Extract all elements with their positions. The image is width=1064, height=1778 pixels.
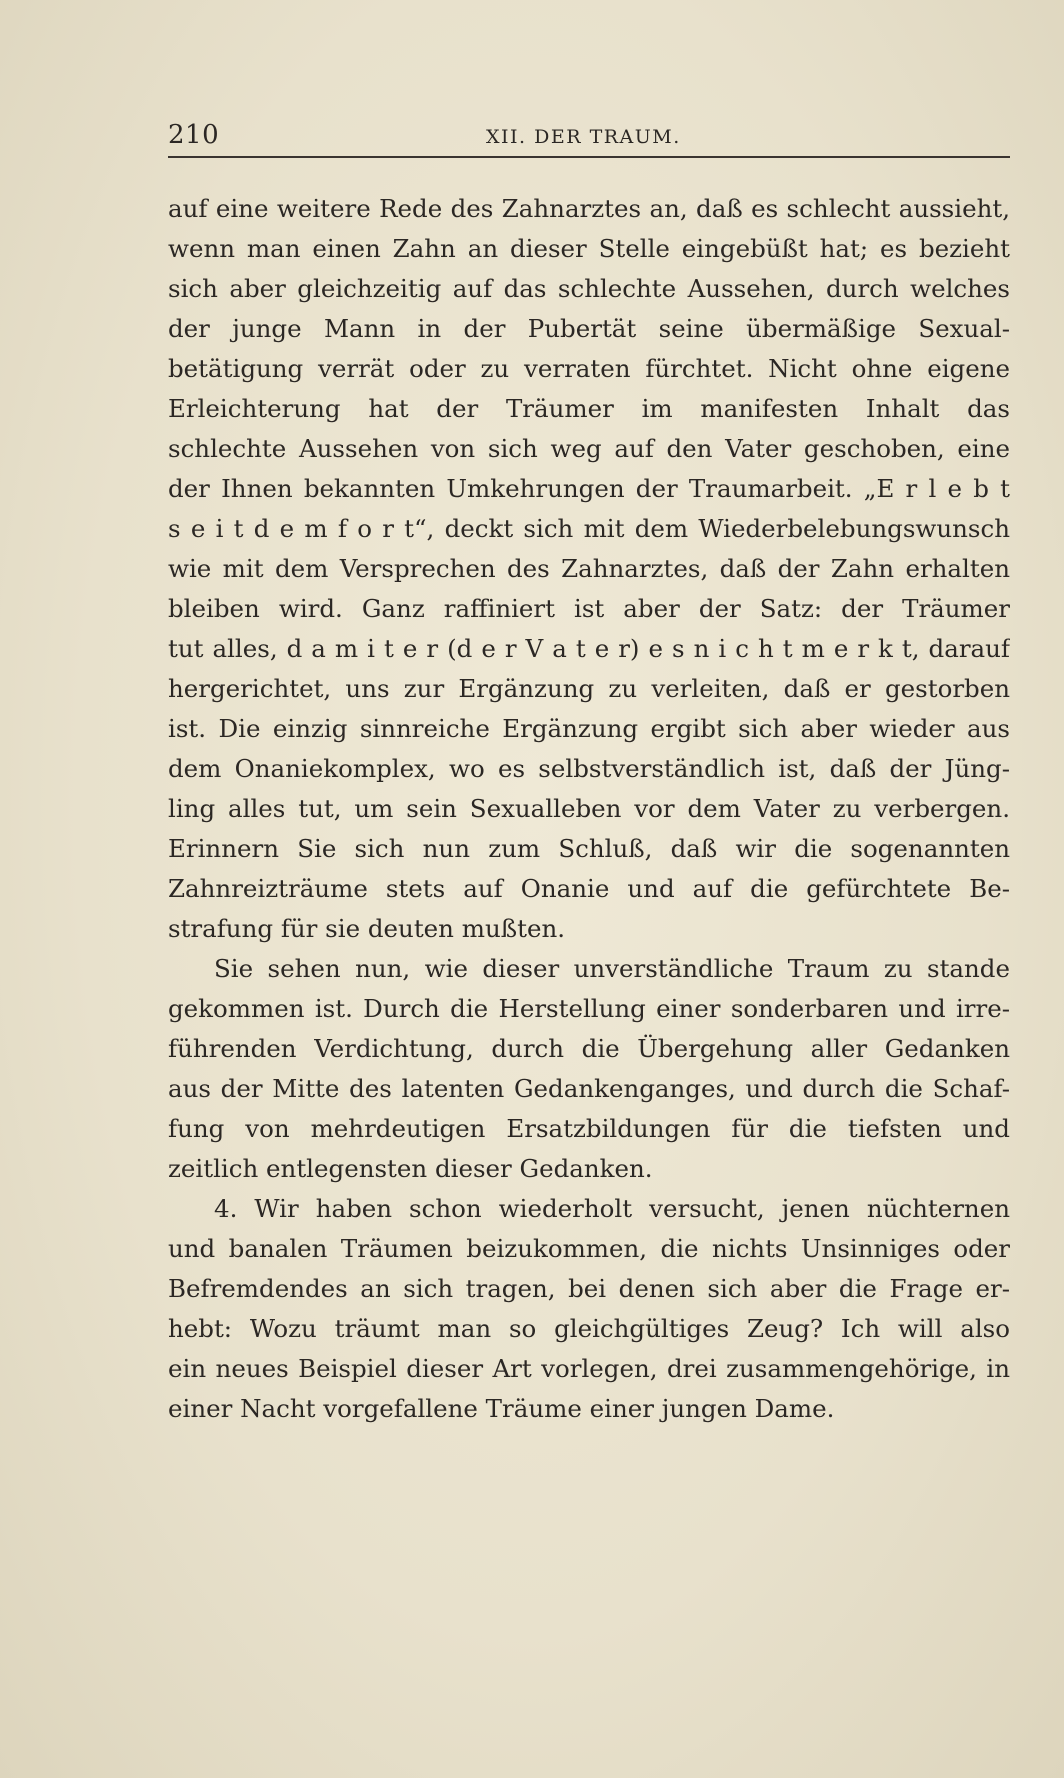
text-line: bleiben wird. Ganz raffiniert ist aber der Satz: der Träumer [168, 594, 1010, 623]
text-line: sich aber gleichzeitig auf das schlechte Aussehen, durch welches [168, 274, 1010, 303]
running-title: XII. DER TRAUM. [486, 126, 681, 148]
text-line: Erinnern Sie sich nun zum Schluß, daß wir die sogenannten [168, 834, 1010, 863]
text-line: zeitlich entlegensten dieser Gedanken. [168, 1154, 653, 1183]
page-header [168, 118, 1010, 158]
text-line: Zahnreizträume stets auf Onanie und auf die gefürchtete Be- [168, 874, 1010, 903]
header-rule [168, 156, 1010, 158]
text-line: führenden Verdichtung, durch die Übergehung aller Gedanken [168, 1034, 1010, 1063]
text-line: der junge Mann in der Pubertät seine übermäßige Sexual- [168, 314, 1010, 343]
text-line: s e i t d e m f o r t“, deckt sich mit dem Wiederbelebungswunsch [168, 514, 1010, 543]
text-line: fung von mehrdeutigen Ersatzbildungen für die tiefsten und [168, 1114, 1010, 1143]
text-line: wie mit dem Versprechen des Zahnarztes, daß der Zahn erhalten [168, 554, 1010, 583]
text-line: der Ihnen bekannten Umkehrungen der Traumarbeit. „E r l e b t [168, 474, 1010, 503]
text-line: wenn man einen Zahn an dieser Stelle eingebüßt hat; es bezieht [168, 234, 1010, 263]
text-line: gekommen ist. Durch die Herstellung einer sonderbaren und irre- [168, 994, 1010, 1023]
text-line: aus der Mitte des latenten Gedankenganges, und durch die Schaf- [168, 1074, 1010, 1103]
text-line: tut alles, d a m i t e r (d e r V a t e r) e s n i c h t m e r k t, darauf [168, 634, 1010, 663]
text-line: ein neues Beispiel dieser Art vorlegen, drei zusammengehörige, in [168, 1354, 1010, 1383]
text-line: hebt: Wozu träumt man so gleichgültiges Zeug? Ich will also [168, 1314, 1010, 1343]
text-line: betätigung verrät oder zu verraten fürchtet. Nicht ohne eigene [168, 354, 1010, 383]
text-line: 4. Wir haben schon wiederholt versucht, jenen nüchternen [214, 1194, 1010, 1223]
text-line: strafung für sie deuten mußten. [168, 914, 566, 943]
text-line: dem Onaniekomplex, wo es selbstverständlich ist, daß der Jüng- [168, 754, 1010, 783]
page-body [168, 189, 1010, 1429]
text-line: schlechte Aussehen von sich weg auf den Vater geschoben, eine [168, 434, 1010, 463]
text-line: Sie sehen nun, wie dieser unverständliche Traum zu stande [214, 954, 1010, 983]
text-line: Befremdendes an sich tragen, bei denen sich aber die Frage er- [168, 1274, 1010, 1303]
text-line: ling alles tut, um sein Sexualleben vor dem Vater zu verbergen. [168, 794, 1010, 823]
text-line: Erleichterung hat der Träumer im manifesten Inhalt das [168, 394, 1010, 423]
text-line: ist. Die einzig sinnreiche Ergänzung ergibt sich aber wieder aus [168, 714, 1010, 743]
text-line: auf eine weitere Rede des Zahnarztes an, daß es schlecht aussieht, [168, 194, 1010, 223]
text-line: und banalen Träumen beizukommen, die nichts Unsinniges oder [168, 1234, 1010, 1263]
page-number: 210 [168, 120, 220, 150]
text-line: hergerichtet, uns zur Ergänzung zu verleiten, daß er gestorben [168, 674, 1010, 703]
text-line: einer Nacht vorgefallene Träume einer jungen Dame. [168, 1394, 835, 1423]
